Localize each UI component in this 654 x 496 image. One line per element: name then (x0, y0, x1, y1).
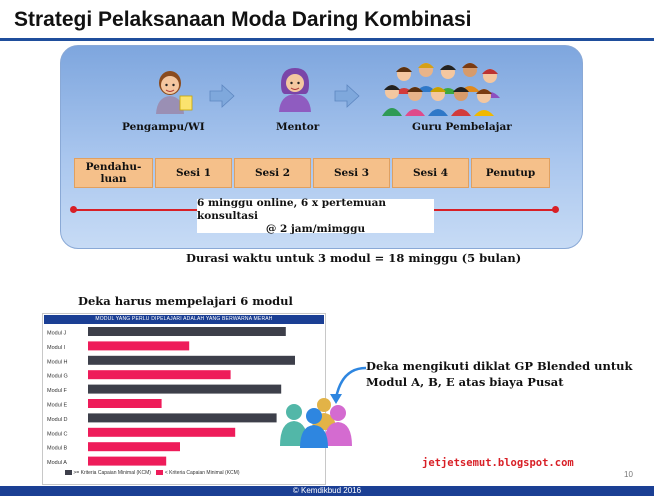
page-number: 10 (624, 470, 633, 479)
footer-copyright: © Kemdikbud 2016 (0, 486, 654, 496)
module-bar (88, 356, 295, 365)
session-intro: Pendahu-luan (74, 158, 153, 188)
module-bar (88, 370, 231, 379)
role-label-mentor: Mentor (276, 121, 320, 133)
legend-swatch-red (156, 470, 163, 475)
module-bar (88, 413, 277, 422)
timeline-line2: @ 2 jam/mimggu (265, 222, 366, 235)
module-bar (88, 399, 162, 408)
module-bar (88, 385, 281, 394)
category-label: Modul F (47, 388, 67, 395)
arrow-right-icon (334, 83, 360, 109)
session-3: Sesi 3 (313, 158, 390, 188)
category-label: Modul D (47, 416, 68, 423)
duration-text: Durasi waktu untuk 3 modul = 18 minggu (5 bulan) (186, 251, 522, 265)
category-label: Modul E (47, 402, 68, 409)
session-2: Sesi 2 (234, 158, 311, 188)
session-4: Sesi 4 (392, 158, 469, 188)
callout-line1: Deka mengikuti diklat GP Blended untuk (366, 359, 633, 373)
teacher-group-icon (380, 58, 506, 116)
category-label: Modul B (47, 445, 68, 452)
timeline-end-dot (552, 206, 559, 213)
chart-section-title: Deka harus mempelajari 6 modul (78, 294, 293, 308)
category-label: Modul J (47, 330, 67, 337)
chart-title: MODUL YANG PERLU DIPELAJARI ADALAH YANG BERWARNA MERAH (44, 315, 324, 324)
module-bar (88, 457, 166, 466)
module-bar (88, 341, 189, 350)
callout-text (366, 358, 636, 390)
chart-legend (65, 470, 239, 476)
timeline-line1: 6 minggu online, 6 x pertemuan konsultasi (197, 196, 387, 222)
module-bar (88, 442, 180, 451)
category-label: Modul G (47, 373, 68, 380)
module-bar (88, 327, 286, 336)
legend-swatch-dark (65, 470, 72, 475)
instructor-icon (150, 66, 194, 114)
role-label-instructor: Pengampu/WI (122, 121, 205, 133)
category-label: Modul I (47, 344, 66, 351)
category-label: Modul C (47, 431, 68, 438)
mentor-icon (275, 64, 315, 112)
session-closing: Penutup (471, 158, 550, 188)
category-label: Modul H (47, 359, 68, 366)
callout-line2: Modul A, B, E atas biaya Pusat (366, 375, 564, 389)
arrow-right-icon (209, 83, 235, 109)
role-label-teachers: Guru Pembelajar (412, 121, 512, 133)
timeline-start-dot (70, 206, 77, 213)
page-title: Strategi Pelaksanaan Moda Daring Kombinasi (14, 8, 472, 31)
title-rule (0, 38, 654, 41)
legend-label-red: < Kriteria Capaian Minimal (KCM) (164, 470, 240, 476)
category-label: Modul A (47, 460, 67, 467)
timeline-label (197, 196, 434, 235)
session-1: Sesi 1 (155, 158, 232, 188)
legend-label-dark: >= Kriteria Capaian Minimal (KCM) (73, 470, 151, 476)
callout-pointer (326, 360, 370, 406)
module-bar (88, 428, 235, 437)
blog-link[interactable]: jetjetsemut.blogspot.com (422, 457, 574, 469)
